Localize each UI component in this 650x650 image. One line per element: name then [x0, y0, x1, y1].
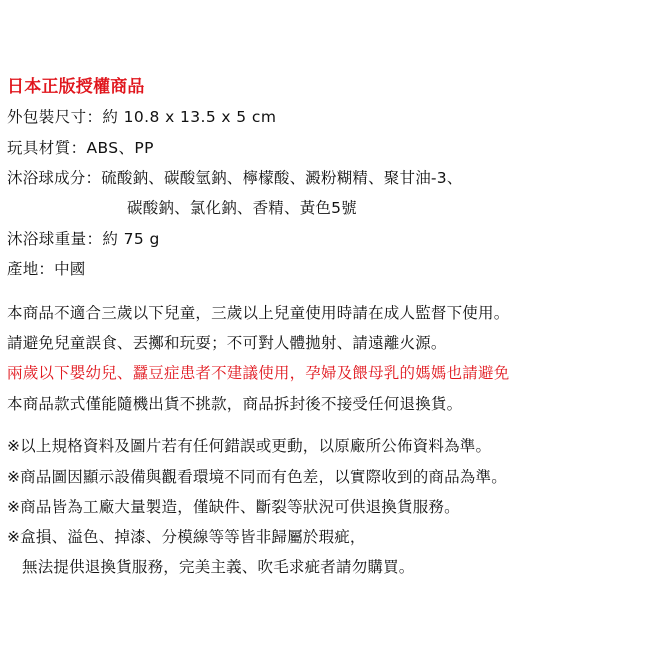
warning-line2: 請避免兒童誤食、丟擲和玩耍；不可對人體拋射、請遠離火源。	[7, 334, 447, 352]
note-line2: ※商品圖因顯示設備與觀看環境不同而有色差，以實際收到的商品為準。	[7, 468, 507, 486]
spec-material: 玩具材質：ABS、PP	[7, 139, 154, 157]
warning-line3-red: 兩歲以下嬰幼兒、蠶豆症患者不建議使用，孕婦及餵母乳的媽媽也請避免	[7, 364, 510, 382]
note-line5: 無法提供退換貨服務，完美主義、吹毛求疵者請勿購買。	[22, 558, 415, 576]
spec-ingredients-line1: 沐浴球成分：硫酸鈉、碳酸氫鈉、檸檬酸、澱粉糊精、聚甘油-3、	[7, 169, 463, 187]
note-line3: ※商品皆為工廠大量製造，僅缺件、斷裂等狀況可供退換貨服務。	[7, 498, 460, 516]
spec-origin: 產地：中國	[7, 260, 86, 278]
note-line1: ※以上規格資料及圖片若有任何錯誤或更動，以原廠所公佈資料為準。	[7, 437, 492, 455]
warning-line4: 本商品款式僅能隨機出貨不挑款，商品拆封後不接受任何退換貨。	[7, 395, 463, 413]
spec-package-size: 外包裝尺寸：約 10.8 x 13.5 x 5 cm	[7, 108, 277, 126]
heading-title: 日本正版授權商品	[7, 77, 145, 97]
note-line4: ※盒損、溢色、掉漆、分模線等等皆非歸屬於瑕疵，	[7, 528, 366, 546]
warning-line1: 本商品不適合三歲以下兒童，三歲以上兒童使用時請在成人監督下使用。	[7, 304, 510, 322]
spec-ingredients-line2: 碳酸鈉、氯化鈉、香精、黃色5號	[127, 199, 357, 217]
spec-weight: 沐浴球重量：約 75 g	[7, 230, 160, 248]
